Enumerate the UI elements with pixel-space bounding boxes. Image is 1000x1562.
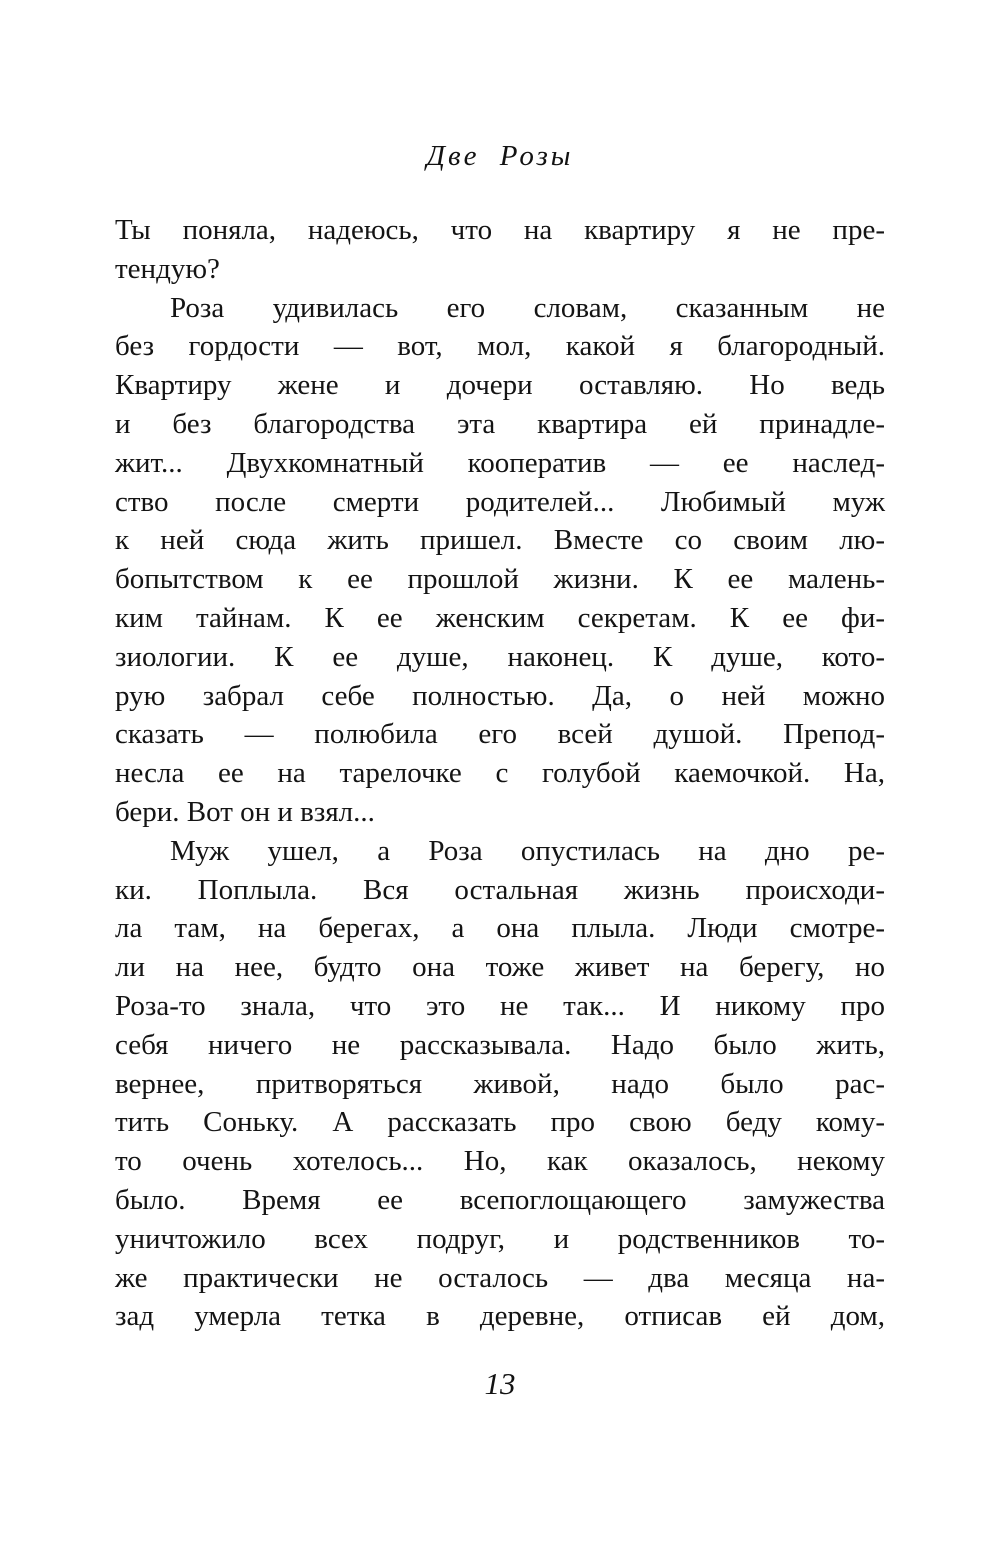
page-number: 13	[484, 1366, 516, 1402]
text-line: же практически не осталось — два месяца на-	[115, 1261, 885, 1294]
text-line: уничтожило всех подруг, и родственников то-	[115, 1222, 885, 1255]
text-line: несла ее на тарелочке с голубой каемочкой. На,	[115, 757, 885, 790]
text-line: Ты поняла, надеюсь, что на квартиру я не пре-	[115, 214, 885, 246]
running-header: Две Розы	[426, 140, 574, 172]
text-line: ла там, на берегах, а она плыла. Люди смотре-	[115, 912, 885, 945]
text-line: и без благородства эта квартира ей принадле-	[115, 407, 885, 440]
text-line: Роза-то знала, что это не так... И никому про	[115, 989, 885, 1022]
text-line: без гордости — вот, мол, какой я благородный.	[115, 330, 885, 363]
text-line: Квартиру жене и дочери оставляю. Но ведь	[115, 369, 885, 402]
text-line: тить Соньку. А рассказать про свою беду кому-	[115, 1106, 885, 1139]
text-line: ким тайнам. К ее женским секретам. К ее фи-	[115, 601, 885, 634]
text-line: бопытством к ее прошлой жизни. К ее малень-	[115, 563, 885, 596]
text-line: ки. Поплыла. Вся остальная жизнь происходи-	[115, 873, 885, 906]
text-line: Роза удивилась его словам, сказанным не	[170, 291, 885, 324]
page-text	[115, 211, 885, 1336]
text-line: ство после смерти родителей... Любимый муж	[115, 485, 885, 518]
text-line: рую забрал себе полностью. Да, о ней можно	[115, 679, 885, 712]
text-line: зад умерла тетка в деревне, отписав ей дом,	[115, 1300, 885, 1333]
text-line: бери. Вот он и взял...	[115, 795, 375, 828]
text-line: то очень хотелось... Но, как оказалось, некому	[115, 1145, 885, 1178]
text-line: было. Время ее всепоглощающего замужества	[115, 1183, 885, 1216]
text-line: тендую?	[115, 252, 220, 285]
text-line: себя ничего не рассказывала. Надо было жить,	[115, 1028, 885, 1061]
text-line: к ней сюда жить пришел. Вместе со своим лю-	[115, 524, 885, 557]
text-line: вернее, притворяться живой, надо было рас-	[115, 1067, 885, 1100]
text-line: Муж ушел, а Роза опустилась на дно ре-	[170, 834, 885, 867]
text-line: ли на нее, будто она тоже живет на берегу, но	[115, 951, 885, 984]
text-line: зиологии. К ее душе, наконец. К душе, кото-	[115, 640, 885, 673]
text-line: сказать — полюбила его всей душой. Препод-	[115, 718, 885, 751]
text-line: жит... Двухкомнатный кооператив — ее наслед-	[115, 446, 885, 479]
